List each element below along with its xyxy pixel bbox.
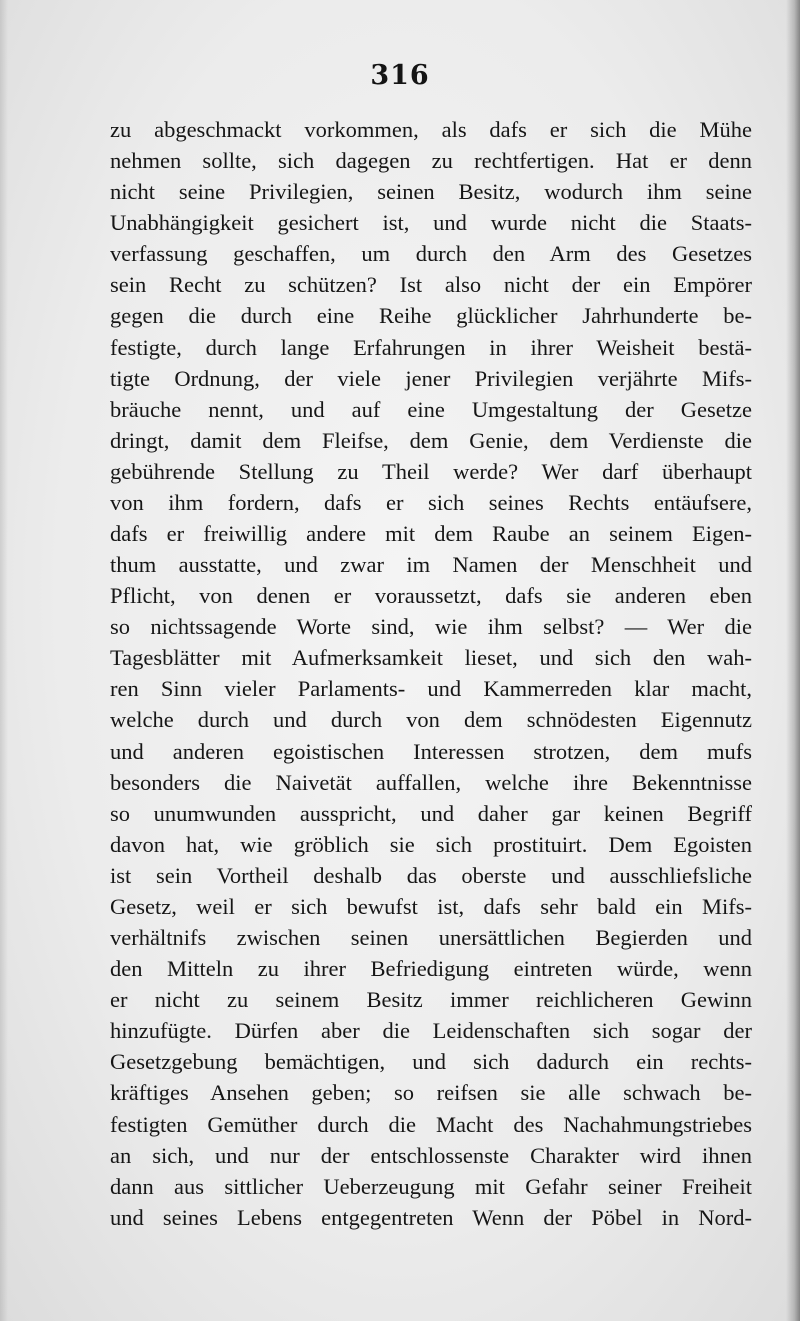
text-line: dann aus sittlicher Ueberzeugung mit Gefahr seiner Freiheit xyxy=(110,1173,752,1199)
text-line: dafs er freiwillig andere mit dem Raube an seinem Eigen- xyxy=(110,521,752,547)
text-line: kräftiges Ansehen geben; so reifsen sie alle schwach be- xyxy=(110,1080,752,1106)
text-line: und seines Lebens entgegentreten Wenn der Pöbel in Nord- xyxy=(110,1204,752,1230)
text-line: an sich, und nur der entschlossenste Charakter wird ihnen xyxy=(110,1142,752,1168)
text-line: sein Recht zu schützen? Ist also nicht der ein Empörer xyxy=(110,272,752,298)
text-line: von ihm fordern, dafs er sich seines Rechts entäufsere, xyxy=(110,489,752,515)
text-line: und anderen egoistischen Interessen strotzen, dem mufs xyxy=(110,738,752,764)
text-line: bräuche nennt, und auf eine Umgestaltung der Gesetze xyxy=(110,396,752,422)
text-line: Unabhängigkeit gesichert ist, und wurde nicht die Staats- xyxy=(110,210,752,236)
text-line: nicht seine Privilegien, seinen Besitz, wodurch ihm seine xyxy=(110,179,752,205)
page-shadow-left xyxy=(0,0,8,1321)
text-line: thum ausstatte, und zwar im Namen der Menschheit und xyxy=(110,552,752,578)
text-line: den Mitteln zu ihrer Befriedigung eintreten würde, wenn xyxy=(110,956,752,982)
text-line: gegen die durch eine Reihe glücklicher Jahrhunderte be- xyxy=(110,303,752,329)
text-line: so nichtssagende Worte sind, wie ihm selbst? — Wer die xyxy=(110,614,752,640)
page-number: 316 xyxy=(370,60,430,91)
text-line: verhältnifs zwischen seinen unersättlichen Begierden und xyxy=(110,925,752,951)
text-line: dringt, damit dem Fleifse, dem Genie, dem Verdienste die xyxy=(110,427,752,453)
text-line: welche durch und durch von dem schnödesten Eigennutz xyxy=(110,707,752,733)
text-line: ist sein Vortheil deshalb das oberste und ausschliefsliche xyxy=(110,862,752,888)
text-line: er nicht zu seinem Besitz immer reichlicheren Gewinn xyxy=(110,987,752,1013)
text-line: gebührende Stellung zu Theil werde? Wer darf überhaupt xyxy=(110,458,752,484)
text-line: Pflicht, von denen er voraussetzt, dafs sie anderen eben xyxy=(110,583,752,609)
text-line: nehmen sollte, sich dagegen zu rechtfertigen. Hat er denn xyxy=(110,148,752,174)
text-line: festigte, durch lange Erfahrungen in ihrer Weisheit bestä- xyxy=(110,334,752,360)
text-line: so unumwunden ausspricht, und daher gar keinen Begriff xyxy=(110,800,752,826)
text-line: ren Sinn vieler Parlaments- und Kammerreden klar macht, xyxy=(110,676,752,702)
text-line: davon hat, wie gröblich sie sich prostituirt. Dem Egoisten xyxy=(110,831,752,857)
page-shadow-right xyxy=(786,0,800,1321)
text-line: festigten Gemüther durch die Macht des Nachahmungstriebes xyxy=(110,1111,752,1137)
text-line: besonders die Naivetät auffallen, welche ihre Bekenntnisse xyxy=(110,769,752,795)
body-text xyxy=(110,114,752,1233)
text-line: zu abgeschmackt vorkommen, als dafs er sich die Mühe xyxy=(110,117,752,142)
text-line: verfassung geschaffen, um durch den Arm des Gesetzes xyxy=(110,241,752,267)
text-line: Gesetz, weil er sich bewufst ist, dafs sehr bald ein Mifs- xyxy=(110,893,752,919)
text-line: Tagesblätter mit Aufmerksamkeit lieset, und sich den wah- xyxy=(110,645,752,671)
text-line: hinzufügte. Dürfen aber die Leidenschaften sich sogar der xyxy=(110,1018,752,1044)
text-line: tigte Ordnung, der viele jener Privilegien verjährte Mifs- xyxy=(110,365,752,391)
text-line: Gesetzgebung bemächtigen, und sich dadurch ein rechts- xyxy=(110,1049,752,1075)
